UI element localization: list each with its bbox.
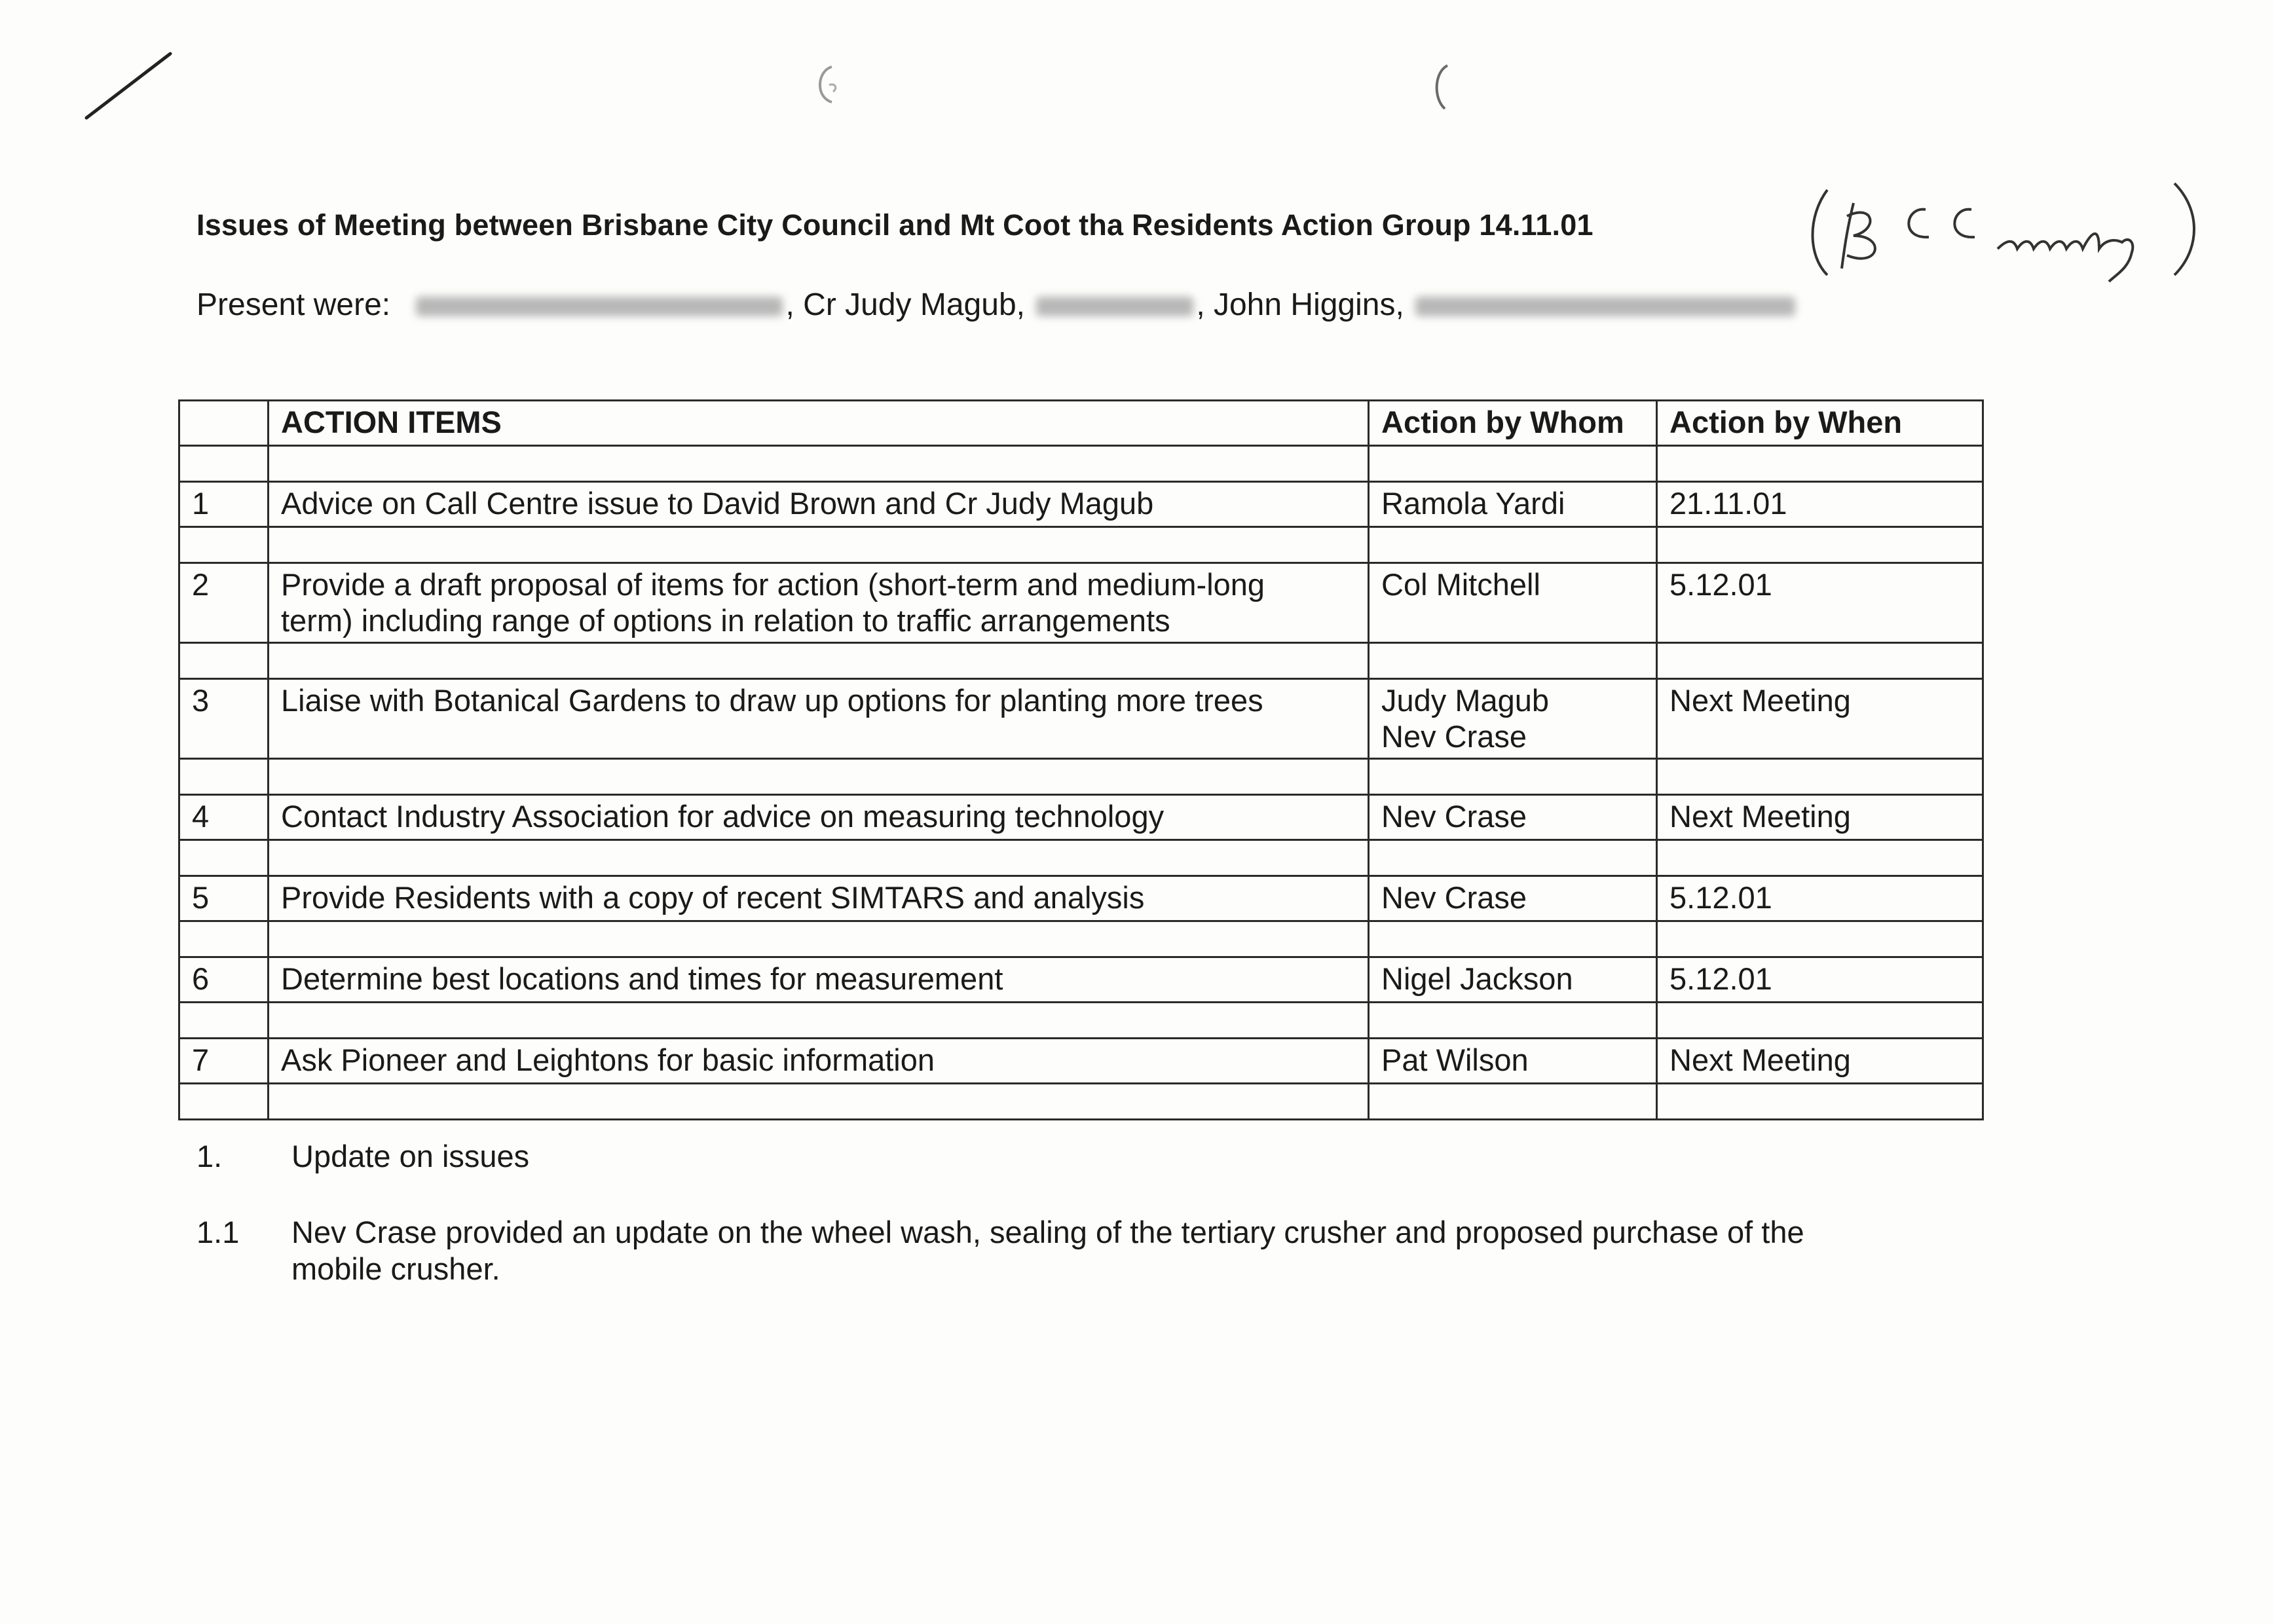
action-by-when: Next Meeting xyxy=(1657,1038,1983,1083)
action-item-line: Liaise with Botanical Gardens to draw up options for planting more trees xyxy=(281,682,1263,718)
action-by-when: Next Meeting xyxy=(1657,678,1983,758)
action-by-whom: Nev Crase xyxy=(1369,876,1657,921)
corner-slash-mark xyxy=(79,46,177,124)
column-header-action-by-whom: Action by Whom xyxy=(1369,401,1657,446)
attendee-names: , John Higgins, xyxy=(1196,287,1404,322)
row-number: 7 xyxy=(179,1038,269,1083)
agenda-number: 1. xyxy=(196,1139,223,1173)
table-row xyxy=(179,563,1983,643)
document-title: Issues of Meeting between Brisbane City Council and Mt Coot tha Residents Action Group 14.11.01 xyxy=(196,208,1594,242)
action-by-whom: Col Mitchell xyxy=(1369,563,1657,643)
row-number: 2 xyxy=(179,563,269,643)
action-by-when: 5.12.01 xyxy=(1657,957,1983,1002)
table-spacer-row xyxy=(179,642,1983,678)
agenda-text: Update on issues xyxy=(291,1139,530,1173)
agenda-text-line: mobile crusher. xyxy=(291,1251,500,1287)
action-item-line: Provide a draft proposal of items for action (short-term and medium-long xyxy=(281,567,1265,602)
agenda-text xyxy=(291,1214,2125,1288)
redacted-name xyxy=(416,297,783,316)
table-spacer-row xyxy=(179,921,1983,957)
action-by-when: 5.12.01 xyxy=(1657,563,1983,643)
action-item-text xyxy=(269,957,1369,1002)
row-number: 5 xyxy=(179,876,269,921)
action-by-whom: Pat Wilson xyxy=(1369,1038,1657,1083)
row-number: 6 xyxy=(179,957,269,1002)
table-spacer-row xyxy=(179,1002,1983,1038)
action-by-when: Next Meeting xyxy=(1657,794,1983,840)
action-item-line: Determine best locations and times for measurement xyxy=(281,961,1003,996)
action-item-text xyxy=(269,678,1369,758)
punch-hole-mark xyxy=(806,59,851,111)
action-by-whom: Nev Crase xyxy=(1369,794,1657,840)
action-item-line: Contact Industry Association for advice on measuring technology xyxy=(281,798,1165,834)
action-item-text xyxy=(269,482,1369,527)
column-header-action-items: ACTION ITEMS xyxy=(269,401,1369,446)
action-item-line: Advice on Call Centre issue to David Brown and Cr Judy Magub xyxy=(281,486,1154,521)
action-item-line: Provide Residents with a copy of recent SIMTARS and analysis xyxy=(281,879,1145,915)
action-item-text xyxy=(269,563,1369,643)
action-by-whom: Nigel Jackson xyxy=(1369,957,1657,1002)
table-row xyxy=(179,1038,1983,1083)
table-spacer-row xyxy=(179,840,1983,876)
table-spacer-row xyxy=(179,527,1983,563)
row-number: 4 xyxy=(179,794,269,840)
table-row xyxy=(179,482,1983,527)
action-by-whom-line: Judy Magub xyxy=(1381,682,1550,718)
column-header-action-by-when: Action by When xyxy=(1657,401,1983,446)
agenda-text-line: Nev Crase provided an update on the wheel wash, sealing of the tertiary crusher and proposed purchase of the xyxy=(291,1215,1804,1249)
action-by-when: 5.12.01 xyxy=(1657,876,1983,921)
table-row xyxy=(179,876,1983,921)
row-number: 1 xyxy=(179,482,269,527)
attendees-line xyxy=(196,287,1798,323)
present-label: Present were: xyxy=(196,287,391,322)
action-item-line: Ask Pioneer and Leightons for basic information xyxy=(281,1042,935,1077)
attendee-names: , Cr Judy Magub, xyxy=(785,287,1025,322)
action-item-text xyxy=(269,794,1369,840)
action-by-whom: Ramola Yardi xyxy=(1369,482,1657,527)
redacted-name xyxy=(1036,297,1193,316)
table-row xyxy=(179,678,1983,758)
row-number: 3 xyxy=(179,678,269,758)
table-spacer-row xyxy=(179,1083,1983,1119)
table-spacer-row xyxy=(179,446,1983,482)
table-header-row xyxy=(179,401,1983,446)
action-item-text xyxy=(269,876,1369,921)
table-spacer-row xyxy=(179,758,1983,794)
action-item-text xyxy=(269,1038,1369,1083)
action-items-table xyxy=(178,399,1984,1120)
redacted-name xyxy=(1415,297,1795,316)
punch-hole-mark xyxy=(1421,59,1461,118)
agenda-number: 1.1 xyxy=(196,1215,240,1249)
action-by-whom xyxy=(1369,678,1657,758)
action-item-line: term) including range of options in relation to traffic arrangements xyxy=(281,603,1170,638)
table-row xyxy=(179,957,1983,1002)
action-by-when: 21.11.01 xyxy=(1657,482,1983,527)
column-header xyxy=(179,401,269,446)
table-row xyxy=(179,794,1983,840)
action-by-whom-line: Nev Crase xyxy=(1381,719,1527,754)
handwritten-note xyxy=(1808,177,2201,288)
